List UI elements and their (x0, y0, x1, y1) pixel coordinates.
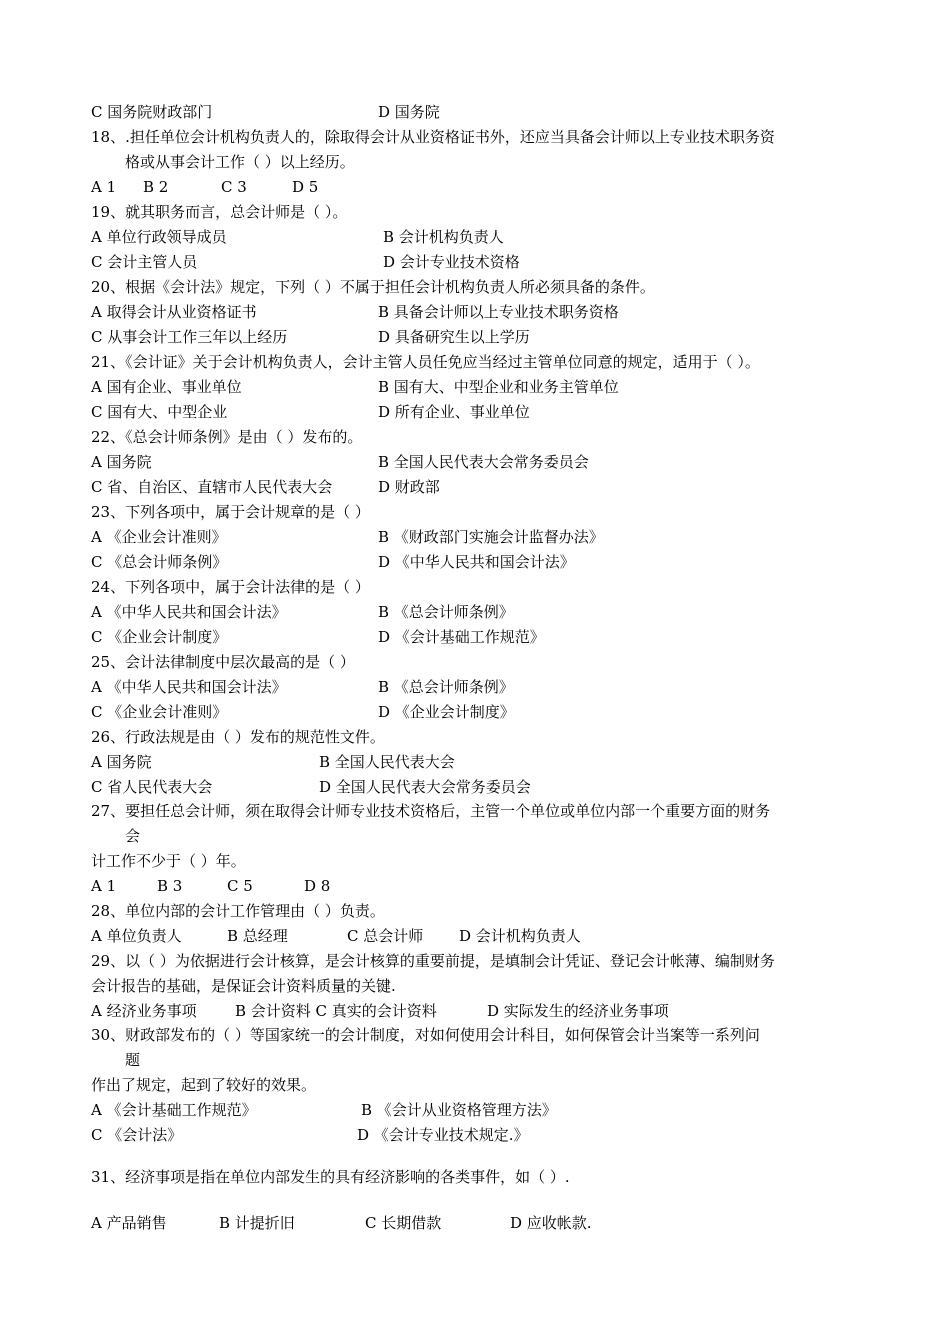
option-text: B 《总会计师条例》 (378, 603, 514, 621)
question-text: 28、单位内部的会计工作管理由（ ）负责。 (91, 902, 385, 920)
option-text: B 《财政部门实施会计监督办法》 (378, 528, 604, 546)
option-text: C 总会计师 (347, 927, 424, 945)
option-text: A 单位负责人 (91, 927, 182, 945)
option-text: B 《会计从业资格管理方法》 (361, 1101, 557, 1119)
option-text: C 省、自治区、直辖市人民代表大会 (91, 478, 333, 496)
option-text: A 单位行政领导成员 (91, 228, 227, 246)
option-text: A 1 (91, 877, 117, 895)
question-text: 23、下列各项中，属于会计规章的是（ ） (91, 503, 370, 521)
option-text: A 《企业会计准则》 (91, 528, 227, 546)
option-text: D 《企业会计制度》 (378, 703, 515, 721)
option-text: D 《中华人民共和国会计法》 (378, 553, 575, 571)
option-text: A 国有企业、事业单位 (91, 378, 242, 396)
option-text: A 国务院 (91, 753, 152, 771)
question-text: 19、就其职务而言，总会计师是（ ）。 (91, 203, 348, 221)
option-text: D 具备研究生以上学历 (378, 328, 530, 346)
question-text: 会 (125, 827, 141, 845)
question-text: 计工作不少于（ ）年。 (91, 852, 246, 870)
question-text: 21、《会计证》关于会计机构负责人，会计主管人员任免应当经过主管单位同意的规定，适用于（ ）。 (91, 353, 760, 371)
option-text: B 具备会计师以上专业技术职务资格 (378, 303, 619, 321)
option-text: A 经济业务事项 (91, 1002, 197, 1020)
option-text: D 会计机构负责人 (459, 927, 581, 945)
question-text: 30、财政部发布的（ ）等国家统一的会计制度，对如何使用会计科目，如何保管会计当案等一系列问 (91, 1026, 760, 1044)
option-text: A 国务院 (91, 453, 152, 471)
option-text: C 从事会计工作三年以上经历 (91, 328, 288, 346)
option-text: B 2 (143, 178, 169, 196)
option-text: B 会计机构负责人 (383, 228, 504, 246)
option-text: D 5 (292, 178, 319, 196)
question-text: 24、下列各项中，属于会计法律的是（ ） (91, 578, 370, 596)
option-text: B 会计资料 C 真实的会计资料 (235, 1002, 437, 1020)
option-text: A 《会计基础工作规范》 (91, 1101, 257, 1119)
option-text: C 3 (221, 178, 247, 196)
option-text: C 《会计法》 (91, 1126, 183, 1144)
question-text: 27、要担任总会计师，须在取得会计师专业技术资格后，主管一个单位或单位内部一个重要方面的财务 (91, 802, 771, 820)
option-text: C 长期借款 (365, 1214, 442, 1232)
option-text: D 所有企业、事业单位 (378, 403, 530, 421)
option-text: B 全国人民代表大会常务委员会 (378, 453, 589, 471)
option-text: D 国务院 (378, 103, 440, 121)
question-text: 29、以（ ）为依据进行会计核算，是会计核算的重要前提，是填制会计凭证、登记会计帐薄、编制财务 (91, 952, 775, 970)
option-text: D 8 (304, 877, 331, 895)
option-text: C 《企业会计准则》 (91, 703, 228, 721)
question-text: 18、.担任单位会计机构负责人的，除取得会计从业资格证书外，还应当具备会计师以上专业技术职务资 (91, 128, 775, 146)
option-text: C 国有大、中型企业 (91, 403, 228, 421)
option-text: B 计提折旧 (219, 1214, 295, 1232)
option-text: B 全国人民代表大会 (319, 753, 455, 771)
option-text: D 实际发生的经济业务事项 (487, 1002, 669, 1020)
option-text: C 《总会计师条例》 (91, 553, 228, 571)
question-text: 会计报告的基础，是保证会计资料质量的关键. (91, 977, 396, 995)
option-text: A 1 (91, 178, 117, 196)
option-text: D 《会计基础工作规范》 (378, 628, 545, 646)
option-text: A 《中华人民共和国会计法》 (91, 603, 287, 621)
question-text: 20、根据《会计法》规定，下列（ ）不属于担任会计机构负责人所必须具备的条件。 (91, 278, 655, 296)
option-text: C 国务院财政部门 (91, 103, 213, 121)
option-text: D 会计专业技术资格 (383, 253, 520, 271)
question-text: 31、经济事项是指在单位内部发生的具有经济影响的各类事件，如（ ）. (91, 1168, 570, 1186)
option-text: D 《会计专业技术规定.》 (357, 1126, 529, 1144)
option-text: A 《中华人民共和国会计法》 (91, 678, 287, 696)
question-text: 题 (125, 1051, 141, 1069)
option-text: A 产品销售 (91, 1214, 167, 1232)
option-text: B 《总会计师条例》 (378, 678, 514, 696)
option-text: C 《企业会计制度》 (91, 628, 228, 646)
option-text: C 会计主管人员 (91, 253, 198, 271)
question-text: 格或从事会计工作（ ）以上经历。 (125, 153, 355, 171)
option-text: B 国有大、中型企业和业务主管单位 (378, 378, 619, 396)
option-text: D 全国人民代表大会常务委员会 (319, 778, 531, 796)
question-text: 26、行政法规是由（ ）发布的规范性文件。 (91, 728, 385, 746)
option-text: D 财政部 (378, 478, 440, 496)
option-text: D 应收帐款. (510, 1214, 592, 1232)
question-text: 22、《总会计师条例》是由（ ）发布的。 (91, 428, 363, 446)
option-text: B 3 (157, 877, 183, 895)
option-text: C 5 (227, 877, 253, 895)
option-text: A 取得会计从业资格证书 (91, 303, 257, 321)
question-text: 25、会计法律制度中层次最高的是（ ） (91, 653, 355, 671)
option-text: C 省人民代表大会 (91, 778, 213, 796)
question-text: 作出了规定，起到了较好的效果。 (91, 1076, 317, 1094)
option-text: B 总经理 (227, 927, 288, 945)
